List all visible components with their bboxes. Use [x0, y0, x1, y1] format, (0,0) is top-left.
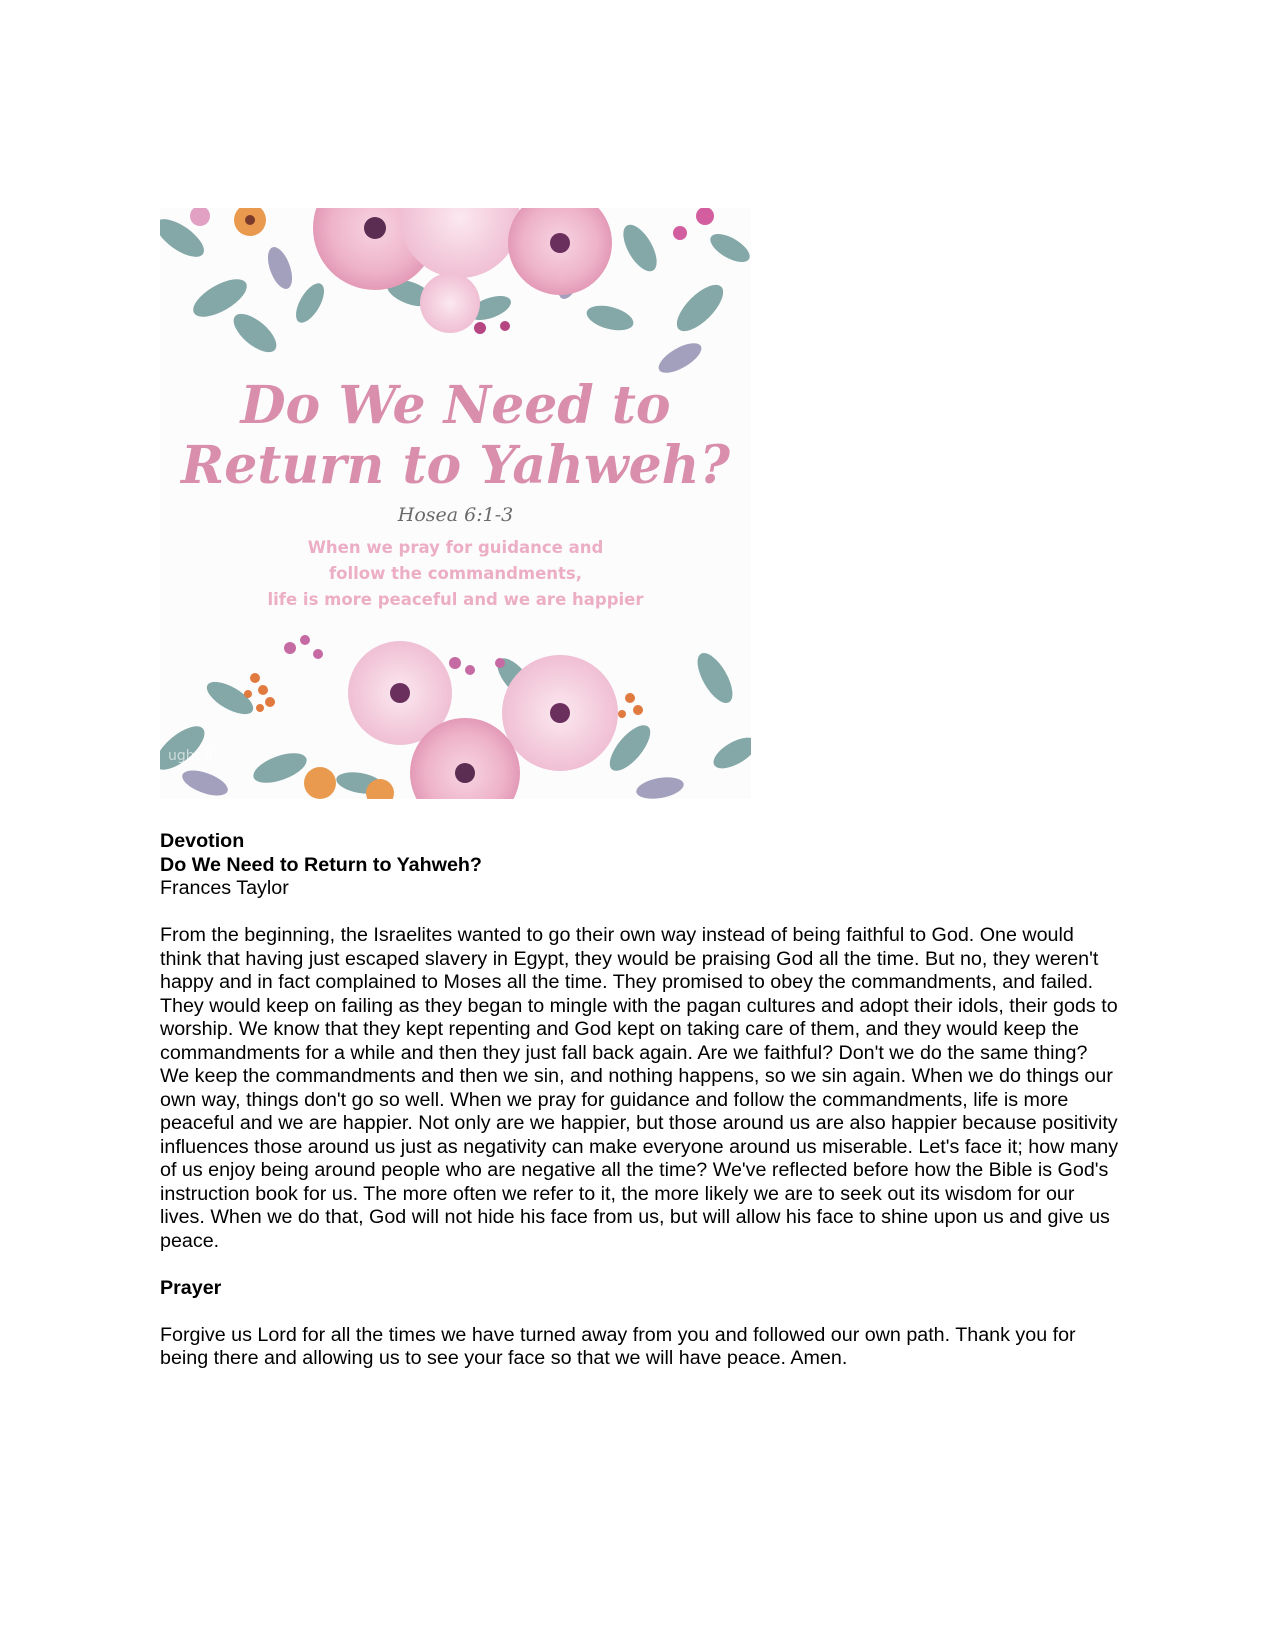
- devotion-text: [160, 830, 1120, 1371]
- devotion-title: Do We Need to Return to Yahweh?: [160, 853, 482, 876]
- graphic-caption-line-3: life is more peaceful and we are happier: [267, 590, 644, 609]
- spacer: [160, 901, 1120, 925]
- spacer: [160, 1253, 1120, 1277]
- author-name: Frances Taylor: [160, 877, 289, 899]
- graphic-title-line-2: Return to Yahweh?: [181, 435, 730, 496]
- prayer-heading: Prayer: [160, 1276, 222, 1299]
- graphic-watermark: ught bl: [168, 748, 218, 764]
- prayer-text: Forgive us Lord for all the times we have turned away from you and followed our own path. Thank you for being there and allowing us to see your face so that we will have peace. Amen.: [160, 1323, 1076, 1369]
- spacer: [160, 1300, 1120, 1324]
- graphic-scripture-reference: Hosea 6:1-3: [397, 504, 514, 526]
- devotion-graphic: [160, 208, 751, 799]
- devotion-body: From the beginning, the Israelites wanted to go their own way instead of being faithful to God. One would think that having just escaped slavery in Egypt, they would be praising God all the time. But no, they weren't happy and in fact complained to Moses all the time. They promised to obey the commandments, and failed. They would keep on failing as they began to mingle with the pagan cultures and adopt their idols, their gods to worship. We know that they kept repenting and God kept on taking care of them, and they would keep the commandments for a while and then they just fall back again. Are we faithful? Don't we do the same thing? We keep the commandments and then we sin, and nothing happens, so we sin again. When we do things our own way, things don't go so well. When we pray for guidance and follow the commandments, life is more peaceful and we are happier. Not only are we happier, but those around us are also happier because positivity influences those around us just as negativity can make everyone around us miserable. Let's face it; how many of us enjoy being around people who are negative all the time? We've reflected before how the Bible is God's instruction book for us. The more often we refer to it, the more likely we are to seek out its wisdom for our lives. When we do that, God will not hide his face from us, but will allow his face to shine upon us and give us peace.: [160, 924, 1119, 1252]
- graphic-caption-line-1: When we pray for guidance and: [307, 538, 604, 557]
- graphic-caption-line-2: follow the commandments,: [328, 564, 583, 583]
- section-label: Devotion: [160, 830, 245, 852]
- graphic-title-line-1: Do We Need to: [240, 375, 671, 436]
